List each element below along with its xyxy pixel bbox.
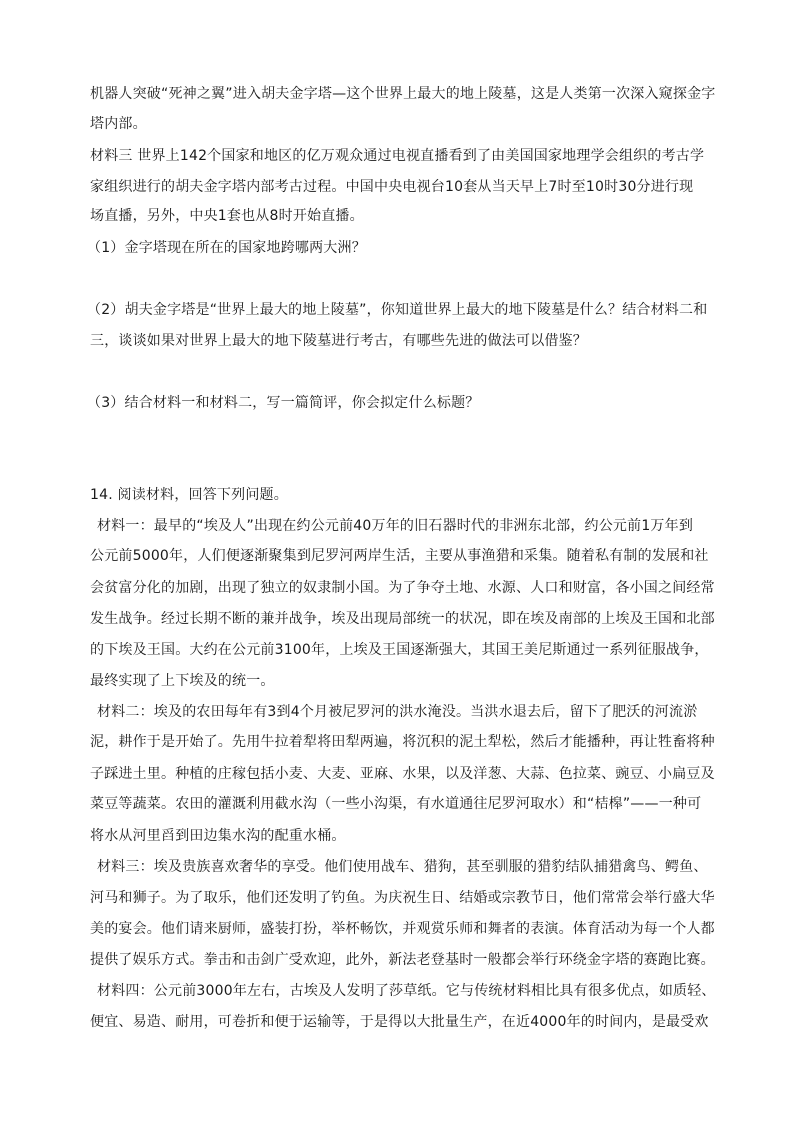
text-line: 材料一：最早的“埃及人”出现在约公元前40万年的旧石器时代的非洲东北部，约公元前1万年到 xyxy=(97,518,694,534)
text-line: 美的宴会。他们请来厨师，盛装打扮，举杯畅饮，并观赏乐师和舞者的表演。体育活动为每一个人都 xyxy=(90,921,715,937)
text-line: 三，谈谈如果对世界上最大的地下陵墓进行考古，有哪些先进的做法可以借鉴？ xyxy=(90,333,587,349)
question-14-heading: 14. 阅读材料，回答下列问题。 xyxy=(90,487,288,503)
question-2: （2）胡夫金字塔是“世界上最大的地上陵墓”，你知道世界上最大的地下陵墓是什么？结合材料二和 xyxy=(87,302,708,318)
text-line: 最终实现了上下埃及的统一。 xyxy=(90,673,275,689)
text-line: 泥，耕作于是开始了。先用牛拉着犁将田犁两遍，将沉积的泥土犁松，然后才能播种，再让牲畜将种 xyxy=(90,734,715,750)
text-line: 场直播，另外，中央1套也从8时开始直播。 xyxy=(90,208,364,224)
text-line: 材料三：埃及贵族喜欢奢华的享受。他们使用战车、猎狗，甚至驯服的猎豹结队捕猎禽鸟、鳄鱼、 xyxy=(97,859,708,875)
text-line: 发生战争。经过长期不断的兼并战争，埃及出现局部统一的状况，即在埃及南部的上埃及王国和北部 xyxy=(90,611,715,627)
question-3: （3）结合材料一和材料二，写一篇简评，你会拟定什么标题？ xyxy=(87,395,480,411)
text-line: 的下埃及王国。大约在公元前3100年，上埃及王国逐渐强大，其国王美尼斯通过一系列征服战争， xyxy=(90,642,709,658)
text-line: 河马和狮子。为了取乐，他们还发明了钓鱼。为庆祝生日、结婚或宗教节日，他们常常会举行盛大华 xyxy=(90,890,715,906)
text-line: 将水从河里舀到田边集水沟的配重水桶。 xyxy=(90,828,346,844)
text-line: 提供了娱乐方式。拳击和击剑广受欢迎，此外，新法老登基时一般都会举行环绕金字塔的赛跑比赛。 xyxy=(90,952,715,968)
text-line: 便宜、易造、耐用，可卷折和便于运输等，于是得以大批量生产，在近4000年的时间内，是最受欢 xyxy=(90,1014,709,1030)
text-line: 家组织进行的胡夫金字塔内部考古过程。中国中央电视台10套从当天早上7时至10时30分进行现 xyxy=(90,179,694,195)
text-line: 菜豆等蔬菜。农田的灌溉利用截水沟（一些小沟渠，有水道通往尼罗河取水）和“桔槔”——一种可 xyxy=(90,796,702,812)
question-1: （1）金字塔现在所在的国家地跨哪两大洲？ xyxy=(87,240,366,256)
text-line: 公元前5000年，人们便逐渐聚集到尼罗河两岸生活，主要从事渔猎和采集。随着私有制的发展和社 xyxy=(90,548,709,564)
text-line: 会贫富分化的加剧，出现了独立的奴隶制小国。为了争夺土地、水源、人口和财富，各小国之间经常 xyxy=(90,580,715,596)
text-line: 子踩进土里。种植的庄稼包括小麦、大麦、亚麻、水果，以及洋葱、大蒜、色拉菜、豌豆、小扁豆及 xyxy=(90,766,715,782)
text-line: 材料四：公元前3000年左右，古埃及人发明了莎草纸。它与传统材料相比具有很多优点，如质轻、 xyxy=(97,983,716,999)
text-line: 机器人突破“死神之翼”进入胡夫金字塔—这个世界上最大的地上陵墓，这是人类第一次深入窥探金字 xyxy=(90,86,716,102)
text-line: 塔内部。 xyxy=(90,116,147,132)
text-line: 材料三 世界上142个国家和地区的亿万观众通过电视直播看到了由美国国家地理学会组织的考古学 xyxy=(90,148,705,164)
text-line: 材料二：埃及的农田每年有3到4个月被尼罗河的洪水淹没。当洪水退去后，留下了肥沃的河流淤 xyxy=(97,704,698,720)
